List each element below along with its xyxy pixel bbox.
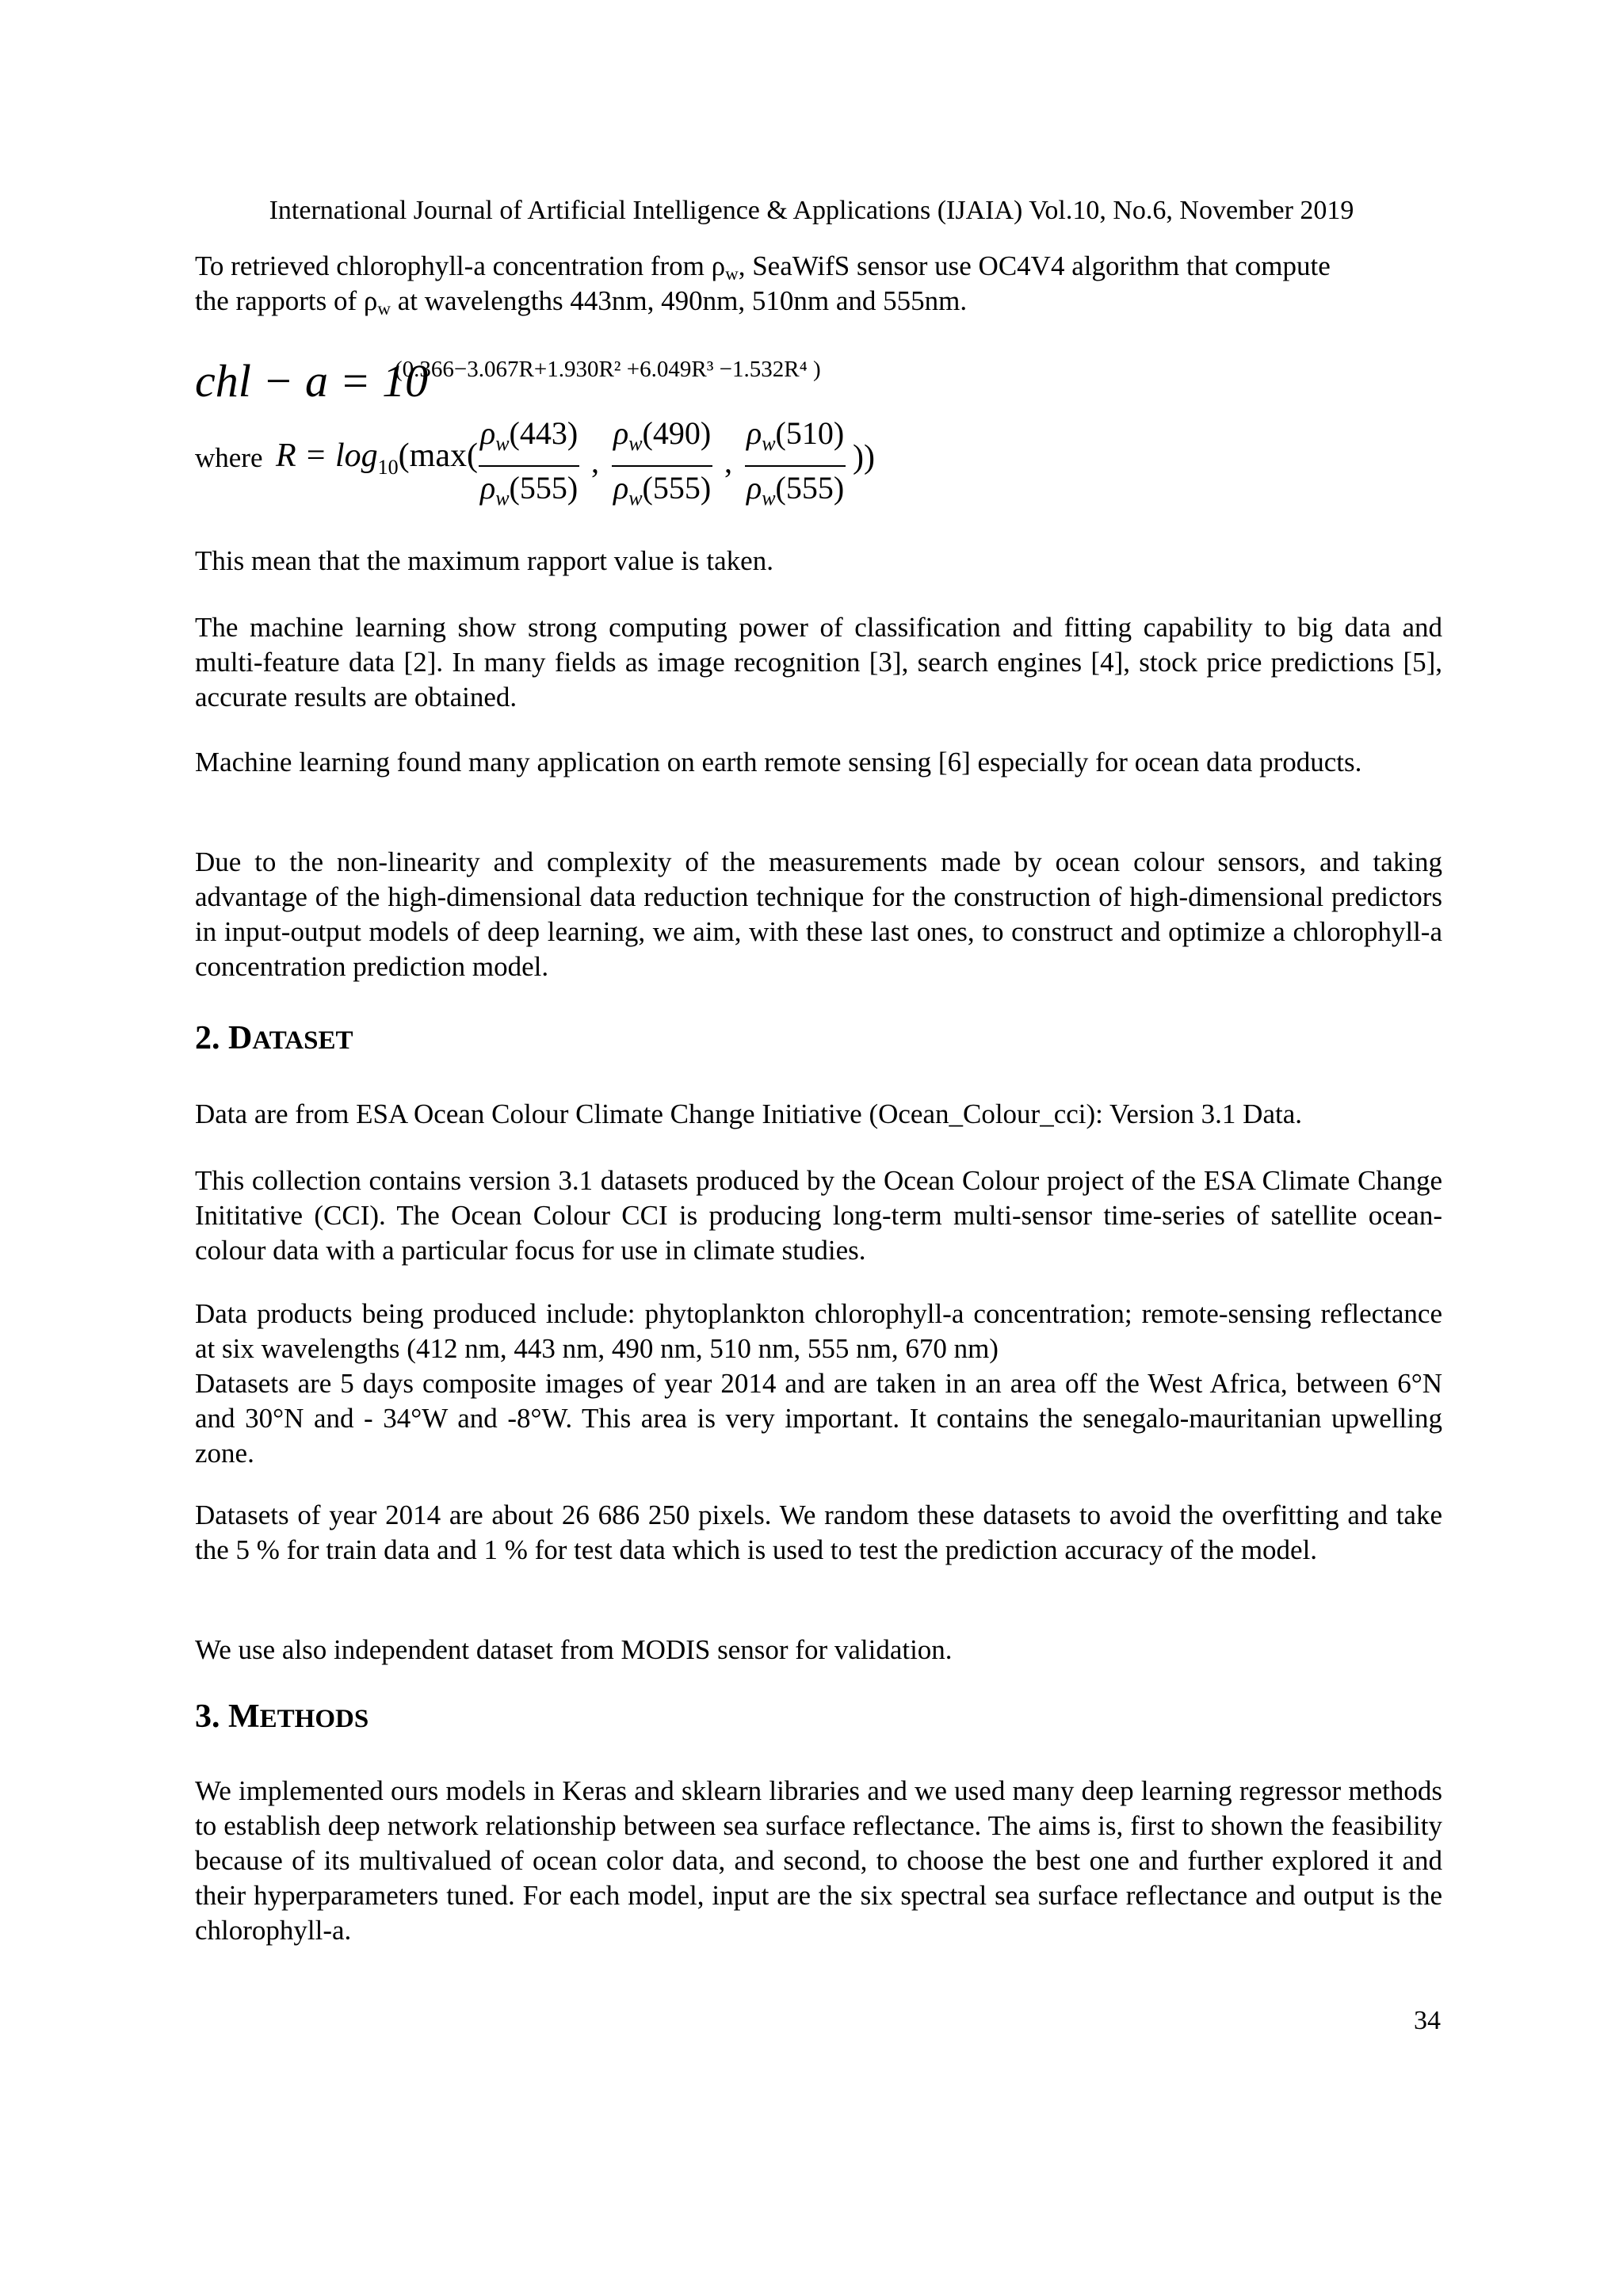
paragraph-non-linearity: Due to the non-linearity and complexity of the measurements made by ocean colour sensors, and taking advantage of the high-dimensional data reduction technique for the construction of high-dimensional predictors in input-output models of deep learning, we aim, with these last ones, to construct and optimize a chlorophyll-a concentration prediction model. (195, 846, 1442, 982)
fraction-443-555: $\frac{\rho_w(443)}{\rho_w(555)}$ (480, 415, 579, 510)
paragraph-remote-sensing: Machine learning found many application on earth remote sensing [6] especially for ocean data products. (195, 747, 1362, 777)
equation-close-parens: )) (853, 439, 875, 476)
paragraph-machine-learning: The machine learning show strong computing power of classification and fitting capability to big data and multi-feature data [2]. In many fields as image recognition [3], search engines [4], stock price predictions [5], accurate results are obtained. (195, 612, 1442, 712)
paragraph-collection: This collection contains version 3.1 datasets produced by the Ocean Colour project of the ESA Climate Change Inititative (CCI). The Ocean Colour CCI is producing long-term multi-sensor time-series of satellite ocean-colour data with a particular focus for use in climate studies. (195, 1165, 1442, 1266)
page-number: 34 (1414, 2006, 1441, 2035)
section-heading-methods: 3. METHODS (195, 1698, 369, 1735)
paragraph-data-products: Data products being produced include: phytoplankton chlorophyll-a concentration; remote-sensing reflectance at six wavelengths (412 nm, 443 nm, 490 nm, 510 nm, 555 nm, 670 nm) Datasets are 5 days composite images of year 2014 and are taken in an area off the West Africa, between 6°N and 30°N and - 34°W and -8°W. This area is very important. It contains the senegalo-mauritanian upwelling zone. (195, 1298, 1442, 1469)
fraction-comma: , (724, 444, 732, 479)
paragraph-methods: We implemented ours models in Keras and sklearn libraries and we used many deep learning regressor methods to establish deep network relationship between sea surface reflectance. The aims is, first to shown the feasibility because of its multivalued of ocean color data, and second, to choose the best one and further explored it and their hyperparameters tuned. For each model, input are the six spectral sea surface reflectance and output is the chlorophyll-a. (195, 1775, 1442, 1946)
equation-r-log: $R = \log_{10}(\max$( (276, 437, 478, 479)
paragraph-data-source: Data are from ESA Ocean Colour Climate Change Initiative (Ocean_Colour_cci): Version 3.1 Data. (195, 1098, 1302, 1129)
running-header: International Journal of Artificial Intelligence & Applications (IJAIA) Vol.10, No.6, November 2019 (269, 196, 1354, 225)
intro-paragraph: To retrieved chlorophyll-a concentration from $\rho_w$, SeaWifS sensor use OC4V4 algorithm that compute the rapports of $\rho_w$ at wavelengths 443nm, 490nm, 510nm and 555nm. (195, 250, 1331, 319)
fraction-510-555: $\frac{\rho_w(510)}{\rho_w(555)}$ (747, 415, 845, 510)
equation-where-label: where (195, 442, 263, 473)
paragraph-max-rapport: This mean that the maximum rapport value is taken. (195, 545, 773, 576)
equation-chl-a: chl − a = 10 (195, 355, 429, 407)
paragraph-modis: We use also independent dataset from MODIS sensor for validation. (195, 1634, 953, 1665)
fraction-490-555: $\frac{\rho_w(490)}{\rho_w(555)}$ (613, 415, 712, 510)
equation-exponent: (0.366−3.067R+1.930R² +6.049R³ −1.532R⁴ ) (395, 357, 821, 382)
fraction-comma: , (591, 444, 599, 479)
paragraph-pixels: Datasets of year 2014 are about 26 686 250 pixels. We random these datasets to avoid the overfitting and take the 5 % for train data and 1 % for test data which is used to test the prediction accuracy of the model. (195, 1499, 1442, 1565)
section-heading-dataset: 2. DATASET (195, 1020, 353, 1056)
